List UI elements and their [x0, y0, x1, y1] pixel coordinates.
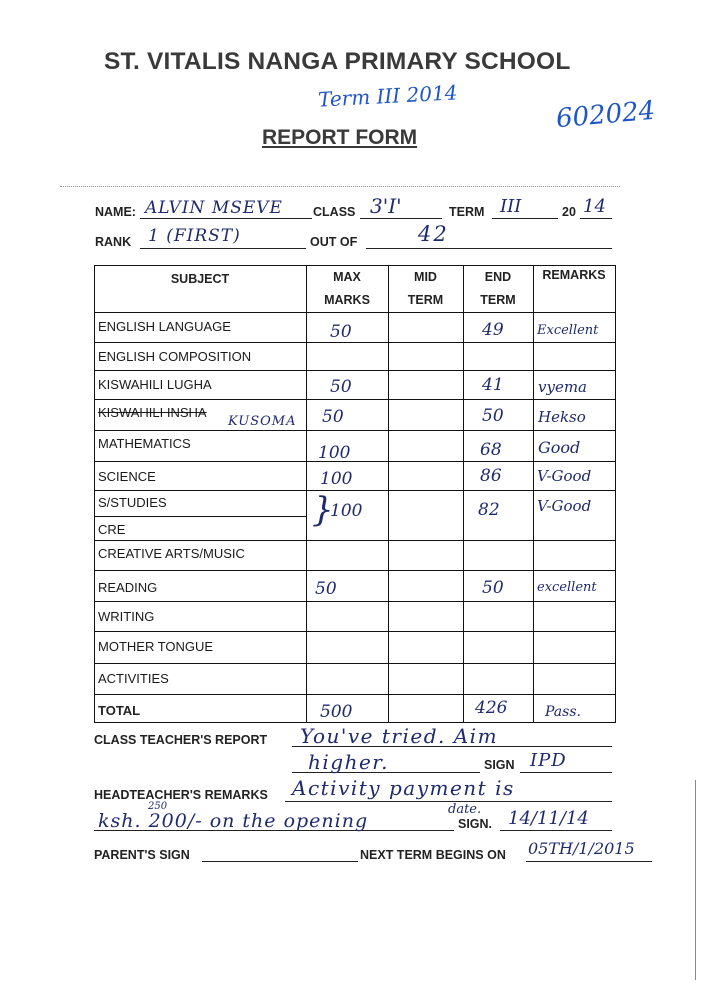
subject-reading: READING — [98, 580, 158, 595]
header-remarks: REMARKS — [542, 268, 606, 282]
row-border — [94, 342, 616, 343]
scan-edge — [695, 780, 696, 980]
table-col-border — [615, 265, 616, 722]
row-border — [94, 399, 616, 400]
header-max-1: MAX — [333, 270, 361, 284]
table-header-border — [94, 312, 616, 313]
row-border — [94, 516, 306, 517]
table-col-border — [306, 265, 307, 722]
remark-science: V-Good — [537, 467, 592, 485]
class-teacher-comment-1: You've tried. Aim — [300, 724, 499, 748]
class-teacher-label: CLASS TEACHER'S REPORT — [94, 733, 268, 747]
next-term-line — [526, 861, 652, 862]
teacher-sign-line — [520, 772, 612, 773]
next-term-label: NEXT TERM BEGINS ON — [360, 848, 506, 862]
subject-total: TOTAL — [98, 703, 141, 718]
table-col-border — [94, 265, 95, 722]
next-term-date: 05TH/1/2015 — [528, 839, 635, 858]
class-value: 3'I' — [370, 194, 402, 218]
remark-kiswahili-lugha: vyema — [538, 378, 587, 396]
rank-line — [140, 248, 306, 249]
brace-icon: } — [312, 490, 334, 530]
name-value: ALVIN MSEVE — [145, 198, 283, 218]
row-border — [94, 694, 616, 695]
headteacher-sign-line — [500, 830, 612, 831]
row-border — [94, 570, 616, 571]
teacher-sign-label: SIGN — [484, 758, 515, 772]
headteacher-amount-insert: 250 — [148, 801, 168, 812]
class-label: CLASS — [313, 205, 356, 219]
term-value: III — [500, 196, 522, 217]
subject-english-composition: ENGLISH COMPOSITION — [98, 349, 252, 364]
name-label: NAME: — [95, 205, 136, 219]
term-line — [492, 218, 558, 219]
end-science: 86 — [480, 466, 502, 486]
rank-value: 1 (FIRST) — [148, 226, 241, 246]
row-border — [94, 461, 616, 462]
out-of-label: OUT OF — [310, 235, 358, 249]
subject-activities: ACTIVITIES — [98, 671, 169, 686]
end-kiswahili-lugha: 41 — [482, 375, 504, 395]
max-sstudies-cre: 100 — [330, 501, 363, 521]
row-border — [94, 540, 616, 541]
end-reading: 50 — [482, 578, 504, 598]
headteacher-sign: 14/11/14 — [508, 808, 589, 829]
year-line — [580, 218, 612, 219]
subject-social-studies: S/STUDIES — [98, 495, 167, 510]
max-kiswahili-insha: 50 — [322, 407, 344, 427]
parent-sign-label: PARENT'S SIGN — [94, 848, 190, 862]
row-border — [94, 370, 616, 371]
table-col-border — [463, 265, 464, 722]
parent-sign-line — [202, 861, 358, 862]
year-prefix: 20 — [562, 205, 576, 219]
headteacher-sign-label: SIGN. — [458, 817, 493, 831]
header-mid-1: MID — [414, 270, 437, 284]
year-value: 14 — [583, 196, 606, 217]
row-border — [94, 601, 616, 602]
subject-creative-arts: CREATIVE ARTS/MUSIC — [98, 546, 245, 561]
end-total: 426 — [475, 698, 508, 718]
rank-label: RANK — [95, 235, 132, 249]
divider — [60, 186, 620, 187]
max-kiswahili-lugha: 50 — [330, 377, 352, 397]
row-border — [94, 631, 616, 632]
subject-cre: CRE — [98, 522, 126, 537]
header-end-1: END — [484, 270, 512, 284]
max-mathematics: 100 — [318, 443, 351, 463]
table-top-border — [94, 265, 616, 266]
remark-mathematics: Good — [538, 438, 581, 457]
remark-english-language: Excellent — [537, 323, 599, 338]
row-border — [94, 490, 616, 491]
remark-reading: excellent — [537, 580, 597, 595]
max-science: 100 — [320, 469, 353, 489]
header-subject: SUBJECT — [170, 272, 230, 286]
header-max-2: MARKS — [324, 293, 370, 307]
end-mathematics: 68 — [480, 440, 502, 460]
class-line — [360, 218, 442, 219]
table-col-border — [388, 265, 389, 722]
remark-social-studies: V-Good — [537, 497, 592, 515]
remark-kiswahili-insha: Hekso — [538, 408, 586, 426]
row-border — [94, 430, 616, 431]
row-border — [94, 663, 616, 664]
class-teacher-comment-2: higher. — [308, 750, 390, 774]
end-social-studies: 82 — [478, 500, 500, 520]
subject-kiswahili-insha: KISWAHILI INSHA — [98, 405, 207, 420]
teacher-sign: IPD — [530, 750, 567, 771]
headteacher-label: HEADTEACHER'S REMARKS — [94, 788, 268, 802]
term-note: Term III 2014 — [317, 80, 459, 112]
headteacher-word-insert: date. — [448, 802, 482, 817]
remark-total: Pass. — [545, 704, 581, 720]
end-english-language: 49 — [482, 320, 504, 340]
headteacher-comment-1: Activity payment is — [292, 776, 515, 800]
table-bottom-border — [94, 722, 616, 723]
form-title: REPORT FORM — [262, 126, 418, 149]
name-line — [140, 218, 312, 219]
subject-science: SCIENCE — [98, 469, 156, 484]
subject-kiswahili-lugha: KISWAHILI LUGHA — [98, 377, 212, 392]
out-of-value: 42 — [418, 222, 449, 246]
term-label: TERM — [449, 205, 485, 219]
subject-note-kusoma: KUSOMA — [228, 414, 297, 429]
header-mid-2: TERM — [407, 293, 444, 307]
out-of-line — [366, 248, 612, 249]
max-total: 500 — [320, 702, 353, 722]
reference-number: 602024 — [554, 95, 657, 135]
subject-mathematics: MATHEMATICS — [98, 436, 191, 451]
header-end-2: TERM — [480, 293, 516, 307]
table-col-border — [533, 265, 534, 722]
end-kiswahili-insha: 50 — [482, 406, 504, 426]
school-name: ST. VITALIS NANGA PRIMARY SCHOOL — [104, 48, 571, 75]
max-english-language: 50 — [330, 322, 352, 342]
subject-mother-tongue: MOTHER TONGUE — [98, 639, 214, 654]
subject-english-language: ENGLISH LANGUAGE — [98, 319, 231, 334]
subject-writing: WRITING — [98, 609, 155, 624]
max-reading: 50 — [315, 579, 337, 599]
headteacher-comment-2: ksh. 200/- on the opening — [98, 810, 369, 832]
